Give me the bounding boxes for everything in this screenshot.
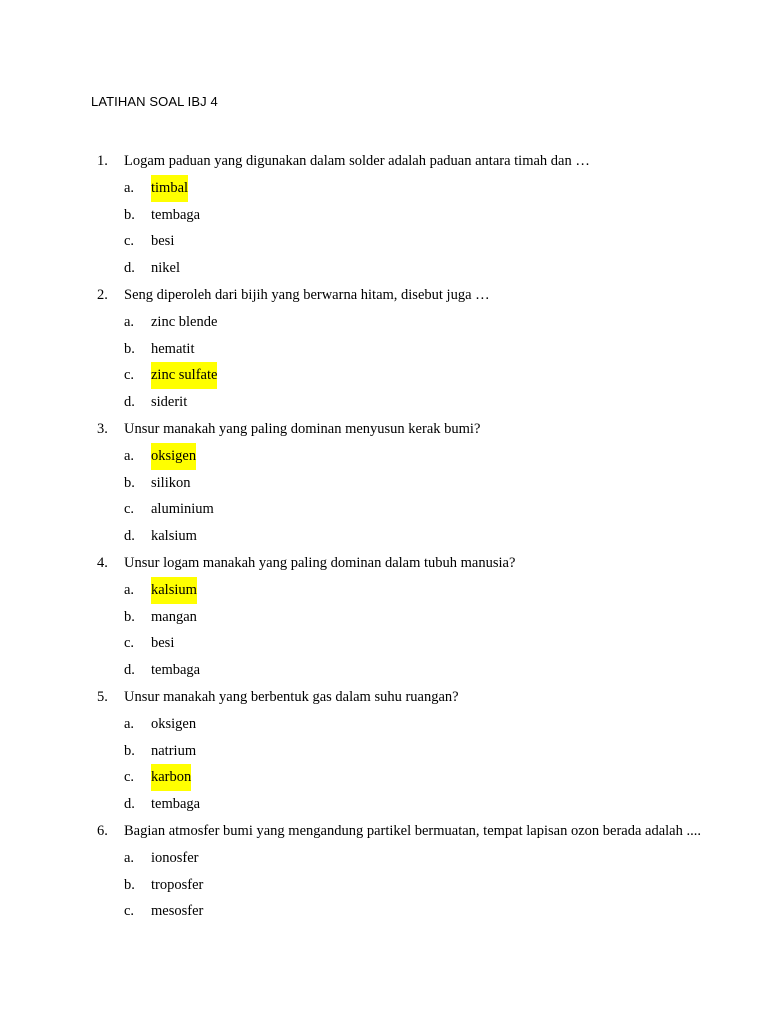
- answer-option: [0, 898, 768, 925]
- option-text: tembaga: [151, 206, 201, 223]
- answer-option: [0, 389, 768, 416]
- option-letter: d.: [124, 528, 135, 545]
- highlighted-answer: oksigen: [151, 443, 196, 470]
- question-5: [0, 684, 768, 711]
- option-letter: c.: [124, 233, 135, 250]
- option-text: besi: [151, 635, 175, 652]
- option-text: aluminium: [151, 501, 214, 518]
- option-letter: d.: [124, 394, 135, 411]
- answer-option: [0, 309, 768, 336]
- question-text: Bagian atmosfer bumi yang mengandung partikel bermuatan, tempat lapisan ozon berada adalah ....: [124, 822, 701, 839]
- option-text: nikel: [151, 260, 180, 277]
- option-letter: a.: [124, 849, 135, 866]
- answer-option: [0, 202, 768, 229]
- highlighted-answer: zinc sulfate: [151, 362, 217, 389]
- option-letter: c.: [124, 635, 135, 652]
- question-3: [0, 416, 768, 443]
- option-letter: a.: [124, 447, 135, 464]
- option-letter: b.: [124, 340, 135, 357]
- question-number: 3.: [97, 420, 108, 437]
- option-letter: c.: [124, 501, 135, 518]
- option-letter: b.: [124, 206, 135, 223]
- answer-option: [0, 255, 768, 282]
- option-text: ionosfer: [151, 849, 199, 866]
- option-letter: b.: [124, 474, 135, 491]
- option-letter: c.: [124, 769, 135, 786]
- answer-option: [0, 764, 768, 791]
- answer-option: [0, 175, 768, 202]
- option-text: mangan: [151, 608, 197, 625]
- option-text: zinc blende: [151, 313, 218, 330]
- question-text: Unsur manakah yang berbentuk gas dalam suhu ruangan?: [124, 688, 459, 705]
- option-letter: d.: [124, 260, 135, 277]
- answer-option: [0, 523, 768, 550]
- answer-option: [0, 657, 768, 684]
- option-letter: a.: [124, 313, 135, 330]
- question-number: 1.: [97, 153, 108, 169]
- option-text: troposfer: [151, 876, 204, 893]
- option-text: tembaga: [151, 662, 201, 679]
- option-letter: c.: [124, 367, 135, 384]
- option-letter: a.: [124, 581, 135, 598]
- question-number: 4.: [97, 554, 108, 571]
- question-4: [0, 550, 768, 577]
- answer-option: [0, 630, 768, 657]
- question-number: 6.: [97, 822, 108, 839]
- answer-option: [0, 496, 768, 523]
- option-letter: a.: [124, 715, 135, 732]
- option-letter: b.: [124, 742, 135, 759]
- option-text: besi: [151, 233, 175, 250]
- question-2: [0, 282, 768, 309]
- option-text: tembaga: [151, 796, 201, 813]
- option-text: oksigen: [151, 715, 197, 732]
- option-text: kalsium: [151, 528, 197, 545]
- option-letter: b.: [124, 608, 135, 625]
- question-6: [0, 818, 768, 845]
- question-number: 5.: [97, 688, 108, 705]
- highlighted-answer: timbal: [151, 175, 188, 202]
- question-list: [0, 148, 768, 925]
- option-text: natrium: [151, 742, 197, 759]
- question-number: 2.: [97, 286, 108, 303]
- option-letter: a.: [124, 179, 135, 196]
- answer-option: [0, 577, 768, 604]
- question-1: [0, 148, 768, 175]
- option-letter: c.: [124, 903, 135, 920]
- question-text: Unsur manakah yang paling dominan menyusun kerak bumi?: [124, 420, 481, 437]
- option-letter: d.: [124, 796, 135, 813]
- answer-option: [0, 470, 768, 497]
- highlighted-answer: karbon: [151, 764, 191, 791]
- answer-option: [0, 845, 768, 872]
- highlighted-answer: kalsium: [151, 577, 197, 604]
- option-letter: b.: [124, 876, 135, 893]
- option-text: mesosfer: [151, 903, 204, 920]
- answer-option: [0, 791, 768, 818]
- option-text: hematit: [151, 340, 195, 357]
- question-text: Logam paduan yang digunakan dalam solder adalah paduan antara timah dan …: [124, 153, 590, 169]
- answer-option: [0, 443, 768, 470]
- answer-option: [0, 738, 768, 765]
- answer-option: [0, 872, 768, 899]
- question-text: Unsur logam manakah yang paling dominan dalam tubuh manusia?: [124, 554, 516, 571]
- question-text: Seng diperoleh dari bijih yang berwarna hitam, disebut juga …: [124, 286, 490, 303]
- answer-option: [0, 228, 768, 255]
- answer-option: [0, 362, 768, 389]
- answer-option: [0, 336, 768, 363]
- answer-option: [0, 604, 768, 631]
- option-letter: d.: [124, 662, 135, 679]
- answer-option: [0, 711, 768, 738]
- option-text: siderit: [151, 394, 188, 411]
- document-title: LATIHAN SOAL IBJ 4: [91, 94, 218, 109]
- option-text: silikon: [151, 474, 191, 491]
